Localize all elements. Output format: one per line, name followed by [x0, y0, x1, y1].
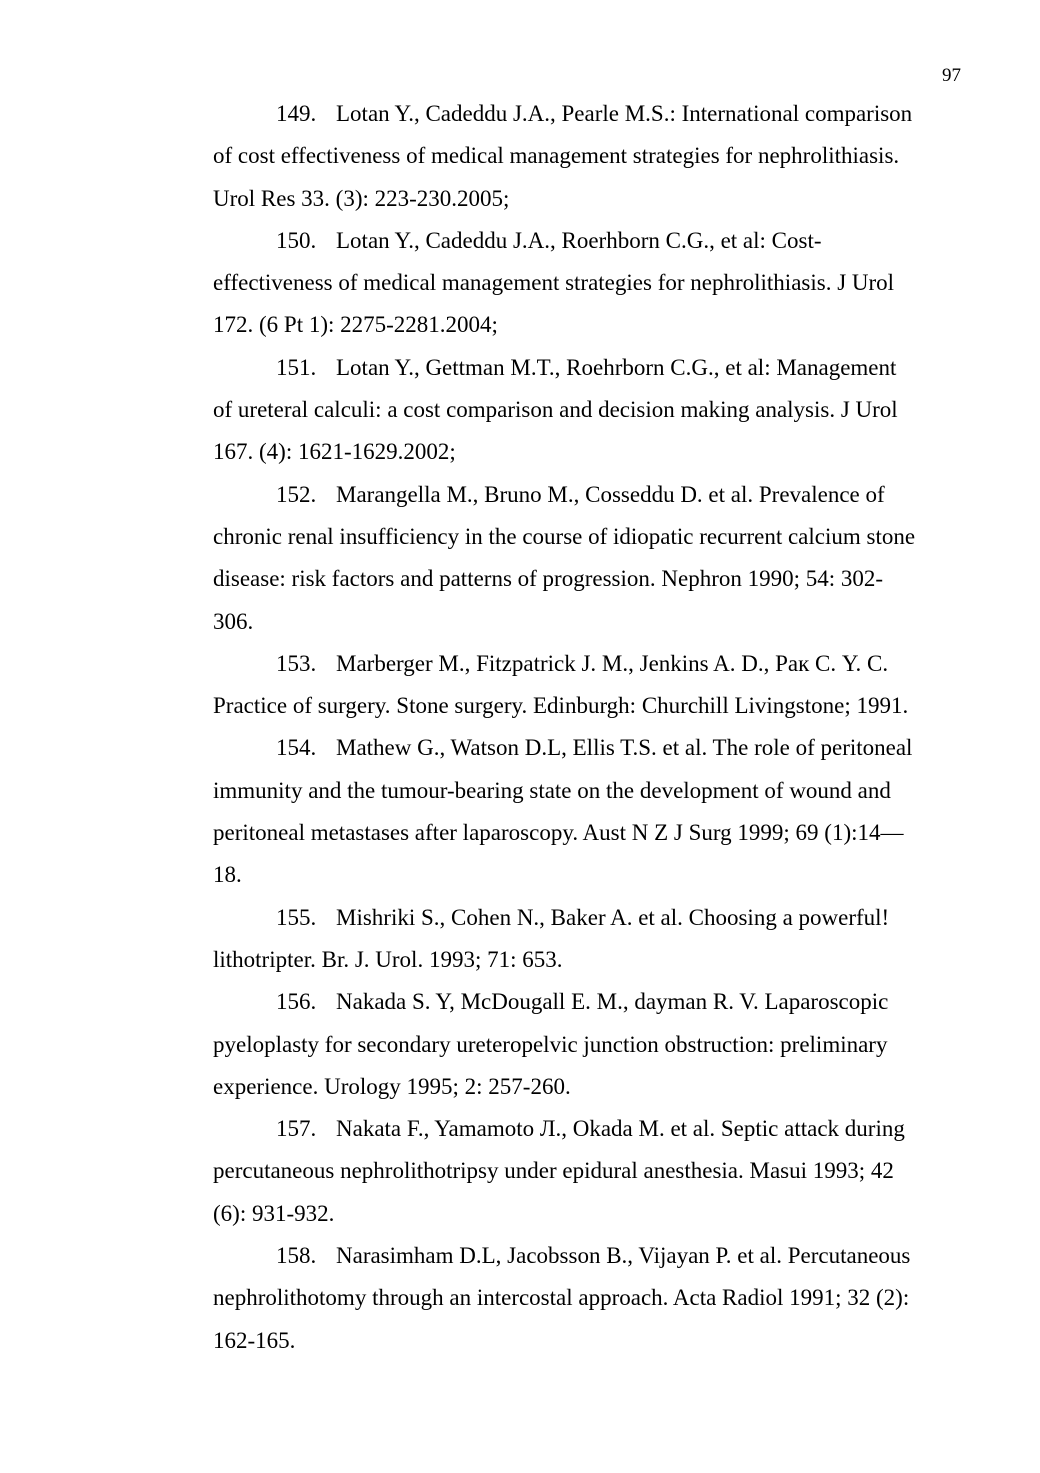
reference-text-line: Practice of surgery. Stone surgery. Edinburgh: Churchill Livingstone; 1991. — [213, 693, 909, 719]
reference-entry — [213, 93, 965, 220]
reference-text-line: percutaneous nephrolithotripsy under epidural anesthesia. Masui 1993; 42 — [213, 1158, 894, 1184]
reference-list — [213, 93, 965, 1362]
reference-number: 151. — [276, 354, 317, 380]
reference-text-line: Lotan Y., Cadeddu J.A., Pearle M.S.: International comparison — [336, 101, 913, 126]
reference-text-line: (6): 931-932. — [213, 1200, 335, 1226]
reference-text-line: 18. — [213, 862, 242, 888]
reference-text-line: nephrolithotomy through an intercostal approach. Acta Radiol 1991; 32 (2): — [213, 1285, 910, 1311]
reference-entry — [213, 727, 965, 896]
reference-text-line: Marangella M., Bruno M., Cosseddu D. et al. Prevalence of — [336, 481, 885, 507]
reference-entry — [213, 1235, 965, 1362]
reference-text-line: Nakata F., Yamamoto Л., Okada M. et al. Septic attack during — [336, 1116, 905, 1142]
reference-text-line: of cost effectiveness of medical management strategies for nephrolithiasis. — [213, 143, 900, 169]
reference-text-line: disease: risk factors and patterns of progression. Nephron 1990; 54: 302- — [213, 566, 884, 592]
reference-entry — [213, 981, 965, 1108]
reference-number: 154. — [276, 735, 317, 761]
reference-number: 156. — [276, 989, 317, 1015]
reference-number: 150. — [276, 227, 317, 253]
reference-text-line: chronic renal insufficiency in the course of idiopatic recurrent calcium stone — [213, 523, 916, 549]
reference-text-line: Narasimham D.L, Jacobsson B., Vijayan P. et al. Percutaneous — [336, 1243, 911, 1269]
reference-entry — [213, 474, 965, 643]
page-number: 97 — [942, 65, 961, 86]
reference-entry — [213, 220, 965, 347]
reference-text-line: pyeloplasty for secondary ureteropelvic junction obstruction: preliminary — [213, 1031, 888, 1057]
reference-text-line: peritoneal metastases after laparoscopy. Aust N Z J Surg 1999; 69 (1):14— — [213, 820, 904, 846]
reference-text-line: Mathew G., Watson D.L, Ellis T.S. et al. The role of peritoneal — [336, 735, 913, 761]
reference-text-line: lithotripter. Br. J. Urol. 1993; 71: 653. — [213, 946, 563, 972]
reference-text-line: 306. — [213, 608, 254, 634]
reference-number: 153. — [276, 650, 317, 676]
reference-text-line: Mishriki S., Cohen N., Baker A. et al. Choosing a powerful! — [336, 904, 890, 930]
reference-text-line: 167. (4): 1621-1629.2002; — [213, 439, 456, 465]
reference-text-line: Marberger M., Fitzpatrick J. M., Jenkins A. D., Рак С. Y. C. — [336, 650, 889, 676]
reference-number: 158. — [276, 1243, 317, 1269]
reference-text-line: Lotan Y., Gettman M.T., Roehrborn C.G., et al: Management — [336, 354, 897, 380]
reference-text-line: immunity and the tumour-bearing state on the development of wound and — [213, 777, 891, 803]
reference-text-line: experience. Urology 1995; 2: 257-260. — [213, 1073, 571, 1099]
reference-text-line: Nakada S. Y, McDougall E. M., dayman R. V. Laparoscopic — [336, 989, 889, 1015]
reference-entry — [213, 897, 965, 982]
reference-entry — [213, 643, 965, 728]
reference-text-line: Lotan Y., Cadeddu J.A., Roerhborn C.G., et al: Cost- — [336, 227, 822, 253]
reference-text-line: of ureteral calculi: a cost comparison and decision making analysis. J Urol — [213, 397, 898, 423]
reference-text-line: effectiveness of medical management strategies for nephrolithiasis. J Urol — [213, 270, 895, 296]
reference-text-line: Urol Res 33. (3): 223-230.2005; — [213, 185, 510, 211]
reference-number: 149. — [276, 101, 317, 126]
reference-text-line: 172. (6 Pt 1): 2275-2281.2004; — [213, 312, 498, 338]
reference-number: 157. — [276, 1116, 317, 1142]
reference-text-line: 162-165. — [213, 1327, 296, 1353]
reference-entry — [213, 1108, 965, 1235]
reference-entry — [213, 347, 965, 474]
reference-number: 155. — [276, 904, 317, 930]
reference-number: 152. — [276, 481, 317, 507]
